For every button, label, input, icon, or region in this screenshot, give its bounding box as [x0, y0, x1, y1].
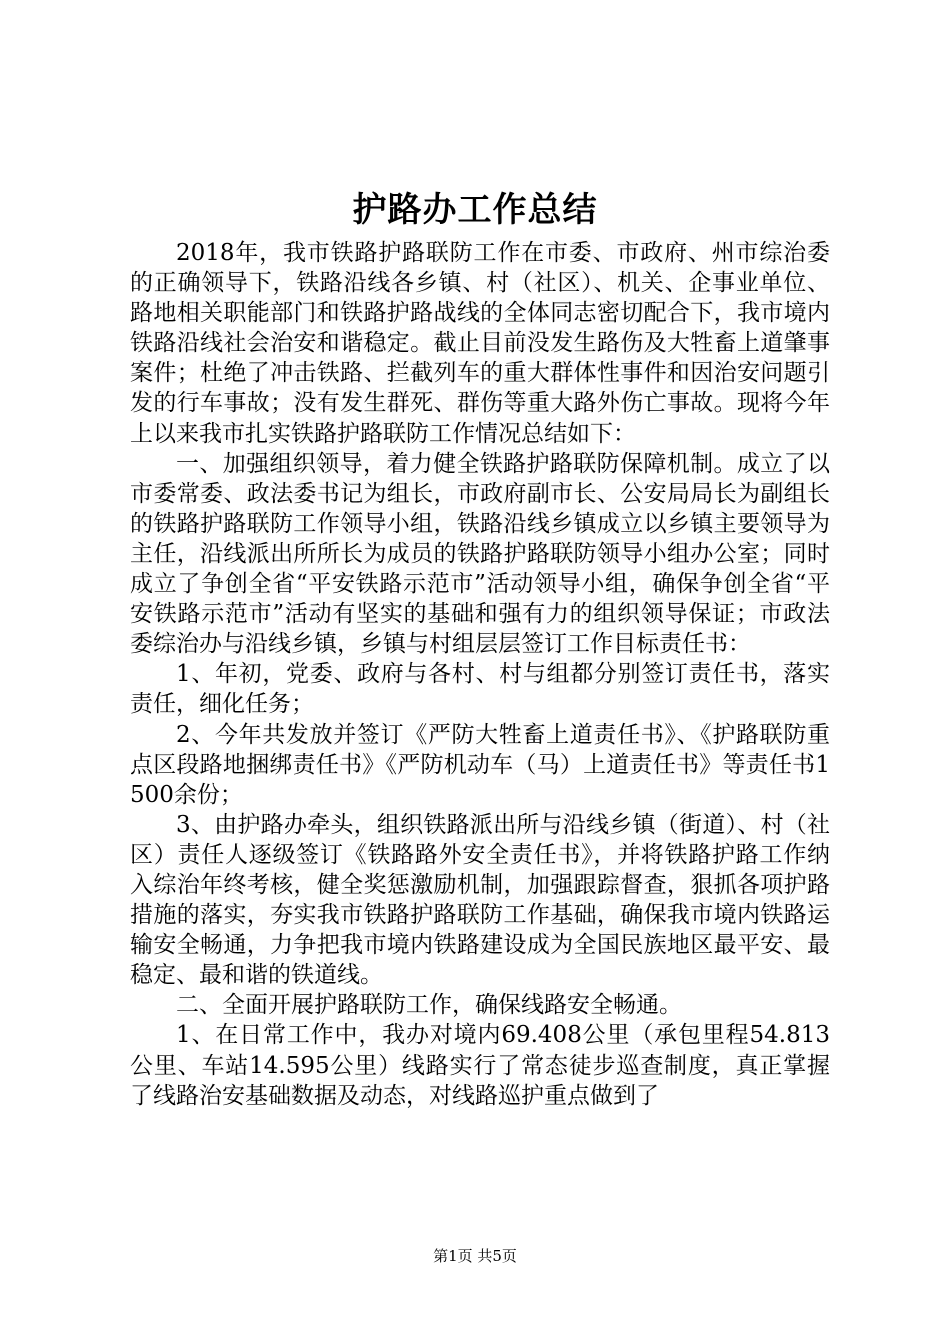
page-footer: 第1页 共5页 — [433, 1247, 517, 1265]
document-body — [130, 238, 830, 1111]
paragraph-item-2: 2、今年共发放并签订《严防大牲畜上道责任书》、《护路联防重点区段路地捆绑责任书》《严防机动车（马）上道责任书》等责任书1500余份； — [130, 721, 830, 808]
paragraph-section-2-item-1: 1、在日常工作中，我办对境内69.408公里（承包里程54.813公里、车站14.595公里）线路实行了常态徒步巡查制度，真正掌握了线路治安基础数据及动态，对线路巡护重点做到了 — [130, 1022, 830, 1109]
paragraph-section-1: 一、加强组织领导，着力健全铁路护路联防保障机制。成立了以市委常委、政法委书记为组长，市政府副市长、公安局局长为副组长的铁路护路联防工作领导小组，铁路沿线乡镇成立以乡镇主要领导为主任，沿线派出所所长为成员的铁路护路联防领导小组办公室；同时成立了争创全省“平安铁路示范市”活动领导小组，确保争创全省“平安铁路示范市”活动有坚实的基础和强有力的组织领导保证；市政法委综治办与沿线乡镇，乡镇与村组层层签订工作目标责任书： — [130, 450, 830, 658]
paragraph-section-2: 二、全面开展护路联防工作，确保线路安全畅通。 — [176, 992, 682, 1019]
document-title: 护路办工作总结 — [352, 190, 598, 230]
paragraph-item-1: 1、年初，党委、政府与各村、村与组都分别签订责任书，落实责任，细化任务； — [130, 661, 830, 718]
paragraph-intro: 2018年，我市铁路护路联防工作在市委、市政府、州市综治委的正确领导下，铁路沿线各乡镇、村（社区）、机关、企事业单位、路地相关职能部门和铁路护路战线的全体同志密切配合下，我市境内铁路沿线社会治安和谐稳定。截止目前没发生路伤及大牲畜上道肇事案件；杜绝了冲击铁路、拦截列车的重大群体性事件和因治安问题引发的行车事故；没有发生群死、群伤等重大路外伤亡事故。现将今年上以来我市扎实铁路护路联防工作情况总结如下： — [130, 240, 830, 447]
paragraph-item-3: 3、由护路办牵头，组织铁路派出所与沿线乡镇（街道）、村（社区）责任人逐级签订《铁路路外安全责任书》，并将铁路护路工作纳入综治年终考核，健全奖惩激励机制，加强跟踪督查，狠抓各项护路措施的落实，夯实我市铁路护路联防工作基础，确保我市境内铁路运输安全畅通，力争把我市境内铁路建设成为全国民族地区最平安、最稳定、最和谐的铁道线。 — [130, 811, 830, 989]
